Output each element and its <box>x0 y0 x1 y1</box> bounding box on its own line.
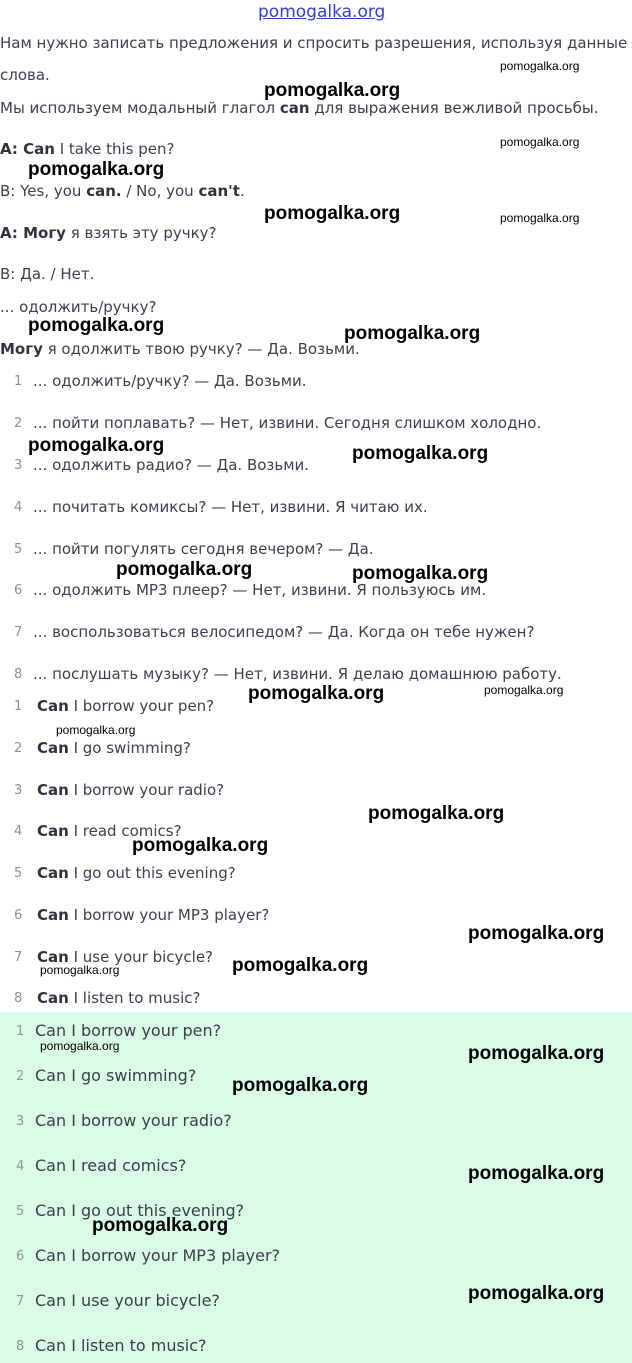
watermark: pomogalka.org <box>344 323 481 344</box>
example-text: . <box>239 182 245 200</box>
modal-verb-ru: Могу <box>0 340 43 358</box>
intro-line-2: слова. <box>0 66 50 84</box>
item-number: 8 <box>14 991 23 1006</box>
item-number: 1 <box>16 1024 25 1039</box>
item-number: 3 <box>14 783 23 798</box>
answer-text: Can I listen to music? <box>35 1336 207 1355</box>
item-text: ... воспользоваться велосипедом? — Да. Когда он тебе нужен? <box>33 623 535 641</box>
watermark: pomogalka.org <box>40 1039 120 1053</box>
watermark: pomogalka.org <box>368 803 505 824</box>
answer-text: Can I go swimming? <box>35 1066 197 1085</box>
speaker-label: A: <box>0 224 24 242</box>
item-text <box>37 739 191 757</box>
answer-text: Can I borrow your radio? <box>35 1111 232 1130</box>
item-text <box>37 781 224 799</box>
item-number: 7 <box>14 950 23 965</box>
item-number: 5 <box>14 542 23 557</box>
item-number: 7 <box>14 625 23 640</box>
watermark: pomogalka.org <box>116 559 253 580</box>
modal-verb: Can <box>37 781 69 799</box>
modal-verb: Can <box>37 948 69 966</box>
watermark: pomogalka.org <box>484 683 564 697</box>
item-number: 4 <box>14 824 23 839</box>
example-text: / No, you <box>121 182 199 200</box>
item-rest: I borrow your radio? <box>68 781 225 799</box>
watermark: pomogalka.org <box>352 443 489 464</box>
watermark: pomogalka.org <box>468 1043 605 1064</box>
watermark: pomogalka.org <box>28 435 165 456</box>
item-text <box>37 906 269 924</box>
watermark: pomogalka.org <box>232 1075 369 1096</box>
modal-verb: Can <box>37 864 69 882</box>
item-rest: I read comics? <box>68 822 182 840</box>
example-answer <box>0 340 360 358</box>
watermark: pomogalka.org <box>264 203 401 224</box>
item-number: 8 <box>14 667 23 682</box>
answer-text: Can I borrow your MP3 player? <box>35 1246 281 1265</box>
example-text: я взять эту ручку? <box>65 224 217 242</box>
example-prompt: ... одолжить/ручку? <box>0 298 157 316</box>
modal-verb: Can <box>37 906 69 924</box>
speaker-label: A: <box>0 140 24 158</box>
watermark: pomogalka.org <box>28 315 165 336</box>
item-number: 5 <box>14 866 23 881</box>
item-text: ... одолжить MP3 плеер? — Нет, извини. Я пользуюсь им. <box>33 581 487 599</box>
modal-verb: can. <box>86 182 122 200</box>
item-number: 4 <box>14 500 23 515</box>
item-text: ... послушать музыку? — Нет, извини. Я делаю домашнюю работу. <box>33 665 562 683</box>
intro-text: для выражения вежливой просьбы. <box>309 99 599 117</box>
item-text: ... одолжить/ручку? — Да. Возьми. <box>33 372 307 390</box>
watermark: pomogalka.org <box>28 159 165 180</box>
item-number: 8 <box>16 1339 25 1354</box>
watermark: pomogalka.org <box>56 723 136 737</box>
answer-text: Can I borrow your pen? <box>35 1021 222 1040</box>
modal-verb-ru: Могу <box>23 224 66 242</box>
watermark: pomogalka.org <box>132 835 269 856</box>
item-text <box>37 697 214 715</box>
modal-verb: Can <box>37 989 69 1007</box>
watermark: pomogalka.org <box>248 683 385 704</box>
item-rest: I go out this evening? <box>68 864 236 882</box>
example-b-ru: B: Да. / Нет. <box>0 265 95 283</box>
watermark: pomogalka.org <box>352 563 489 584</box>
watermark: pomogalka.org <box>468 1163 605 1184</box>
item-number: 1 <box>14 699 23 714</box>
watermark: pomogalka.org <box>468 1283 605 1304</box>
watermark: pomogalka.org <box>264 80 401 101</box>
intro-text: Мы используем модальный глагол <box>0 99 280 117</box>
example-a-en <box>0 140 174 158</box>
watermark: pomogalka.org <box>500 211 580 225</box>
item-number: 2 <box>16 1069 25 1084</box>
item-number: 2 <box>14 741 23 756</box>
item-number: 3 <box>16 1114 25 1129</box>
item-text <box>37 989 200 1007</box>
example-text: I take this pen? <box>54 140 175 158</box>
item-rest: I go swimming? <box>68 739 191 757</box>
item-rest: I borrow your MP3 player? <box>68 906 270 924</box>
modal-verb-negative: can't <box>198 182 240 200</box>
watermark: pomogalka.org <box>500 135 580 149</box>
example-text: я одолжить твою ручку? — Да. Возьми. <box>42 340 360 358</box>
example-b-en <box>0 182 245 200</box>
intro-line-1: Нам нужно записать предложения и спросить разрешения, используя данные <box>0 34 628 52</box>
watermark: pomogalka.org <box>92 1215 229 1236</box>
example-a-ru <box>0 224 217 242</box>
item-text: ... пойти поплавать? — Нет, извини. Сегодня слишком холодно. <box>33 414 542 432</box>
item-number: 5 <box>16 1204 25 1219</box>
item-text: ... одолжить радио? — Да. Возьми. <box>33 456 310 474</box>
watermark: pomogalka.org <box>232 955 369 976</box>
item-rest: I use your bicycle? <box>68 948 214 966</box>
modal-verb: Can <box>37 697 69 715</box>
modal-verb: Can <box>37 739 69 757</box>
item-number: 2 <box>14 416 23 431</box>
item-rest: I borrow your pen? <box>68 697 215 715</box>
item-number: 6 <box>14 583 23 598</box>
watermark: pomogalka.org <box>468 923 605 944</box>
site-header-link[interactable]: pomogalka.org <box>258 2 386 22</box>
item-number: 3 <box>14 458 23 473</box>
example-text: B: Yes, you <box>0 182 87 200</box>
answer-text: Can I read comics? <box>35 1156 187 1175</box>
modal-verb: can <box>279 99 310 117</box>
item-text <box>37 864 236 882</box>
item-number: 1 <box>14 374 23 389</box>
modal-verb: Can <box>37 822 69 840</box>
watermark: pomogalka.org <box>40 963 120 977</box>
item-number: 4 <box>16 1159 25 1174</box>
answer-text: Can I use your bicycle? <box>35 1291 220 1310</box>
item-number: 7 <box>16 1294 25 1309</box>
item-text: ... почитать комиксы? — Нет, извини. Я читаю их. <box>33 498 428 516</box>
item-rest: I listen to music? <box>68 989 201 1007</box>
item-text: ... пойти погулять сегодня вечером? — Да. <box>33 540 374 558</box>
item-number: 6 <box>16 1249 25 1264</box>
modal-verb: Can <box>23 140 55 158</box>
answer-text: Can I go out this evening? <box>35 1201 245 1220</box>
watermark: pomogalka.org <box>500 59 580 73</box>
item-number: 6 <box>14 908 23 923</box>
